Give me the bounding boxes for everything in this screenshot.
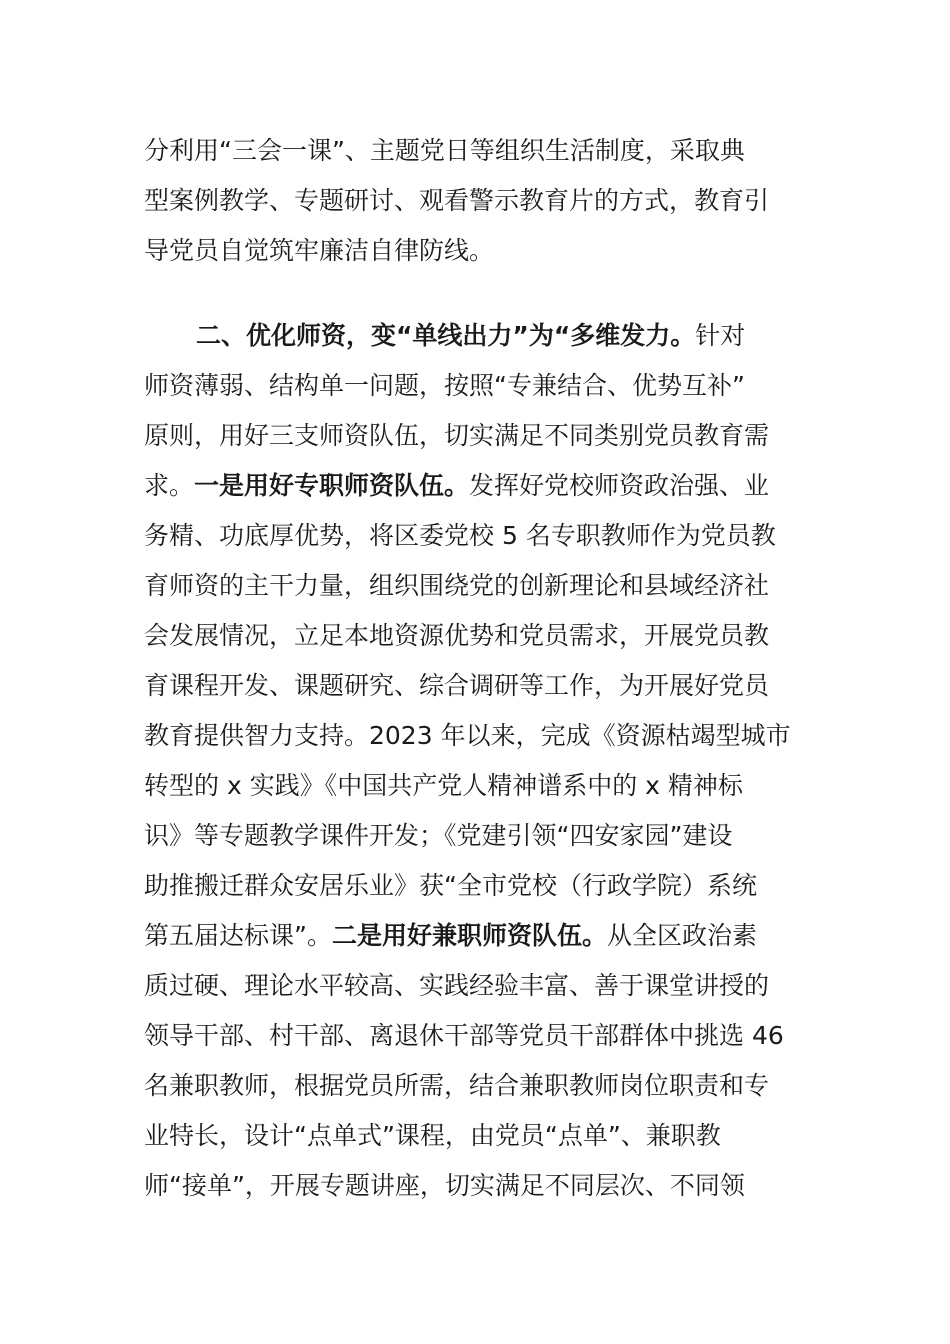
text-span: 发挥好党校师资政治强、业 bbox=[469, 471, 770, 500]
paragraph-line: 教育提供智力支持。2023 年以来，完成《资源枯竭型城市 bbox=[144, 721, 791, 750]
paragraph-line: 型案例教学、专题研讨、观看警示教育片的方式，教育引 bbox=[144, 186, 770, 215]
text-span: 第五届达标课”。 bbox=[144, 921, 332, 950]
paragraph-line: 会发展情况，立足本地资源优势和党员需求，开展党员教 bbox=[144, 621, 770, 650]
section-heading: 二、优化师资，变“单线出力”为“多维发力。 bbox=[196, 321, 696, 350]
paragraph-line: 助推搬迁群众安居乐业》获“全市党校（行政学院）系统 bbox=[144, 871, 757, 900]
paragraph-line: 识》等专题教学课件开发；《党建引领“四安家园”建设 bbox=[144, 821, 733, 850]
paragraph-line: 名兼职教师，根据党员所需，结合兼职教师岗位职责和专 bbox=[144, 1071, 770, 1100]
paragraph-line: 育课程开发、课题研究、综合调研等工作，为开展好党员 bbox=[144, 671, 770, 700]
paragraph-line: 育师资的主干力量，组织围绕党的创新理论和县域经济社 bbox=[144, 571, 770, 600]
paragraph-line: 质过硬、理论水平较高、实践经验丰富、善于课堂讲授的 bbox=[144, 971, 770, 1000]
section-heading-line bbox=[196, 311, 745, 361]
paragraph-line: 导党员自觉筑牢廉洁自律防线。 bbox=[144, 236, 495, 265]
paragraph-line bbox=[144, 461, 769, 511]
text-span: 从全区政治素 bbox=[606, 921, 757, 950]
paragraph-line: 转型的 x 实践》《中国共产党人精神谱系中的 x 精神标 bbox=[144, 771, 743, 800]
subheading-bold: 二是用好兼职师资队伍。 bbox=[331, 921, 607, 950]
paragraph-line: 分利用“三会一课”、主题党日等组织生活制度，采取典 bbox=[144, 136, 745, 165]
paragraph-line: 务精、功底厚优势，将区委党校 5 名专职教师作为党员教 bbox=[144, 521, 776, 550]
subheading-bold: 一是用好专职师资队伍。 bbox=[194, 471, 470, 500]
paragraph-line bbox=[144, 911, 757, 961]
paragraph-line: 师资薄弱、结构单一问题，按照“专兼结合、优势互补” bbox=[144, 371, 745, 400]
paragraph-line: 领导干部、村干部、离退休干部等党员干部群体中挑选 46 bbox=[144, 1021, 784, 1050]
paragraph-line: 原则，用好三支师资队伍，切实满足不同类别党员教育需 bbox=[144, 421, 770, 450]
text-span: 求。 bbox=[144, 471, 195, 500]
paragraph-line: 业特长，设计“点单式”课程，由党员“点单”、兼职教 bbox=[144, 1121, 721, 1150]
paragraph-line: 师“接单”，开展专题讲座，切实满足不同层次、不同领 bbox=[144, 1171, 745, 1200]
text-span: 针对 bbox=[695, 321, 746, 350]
